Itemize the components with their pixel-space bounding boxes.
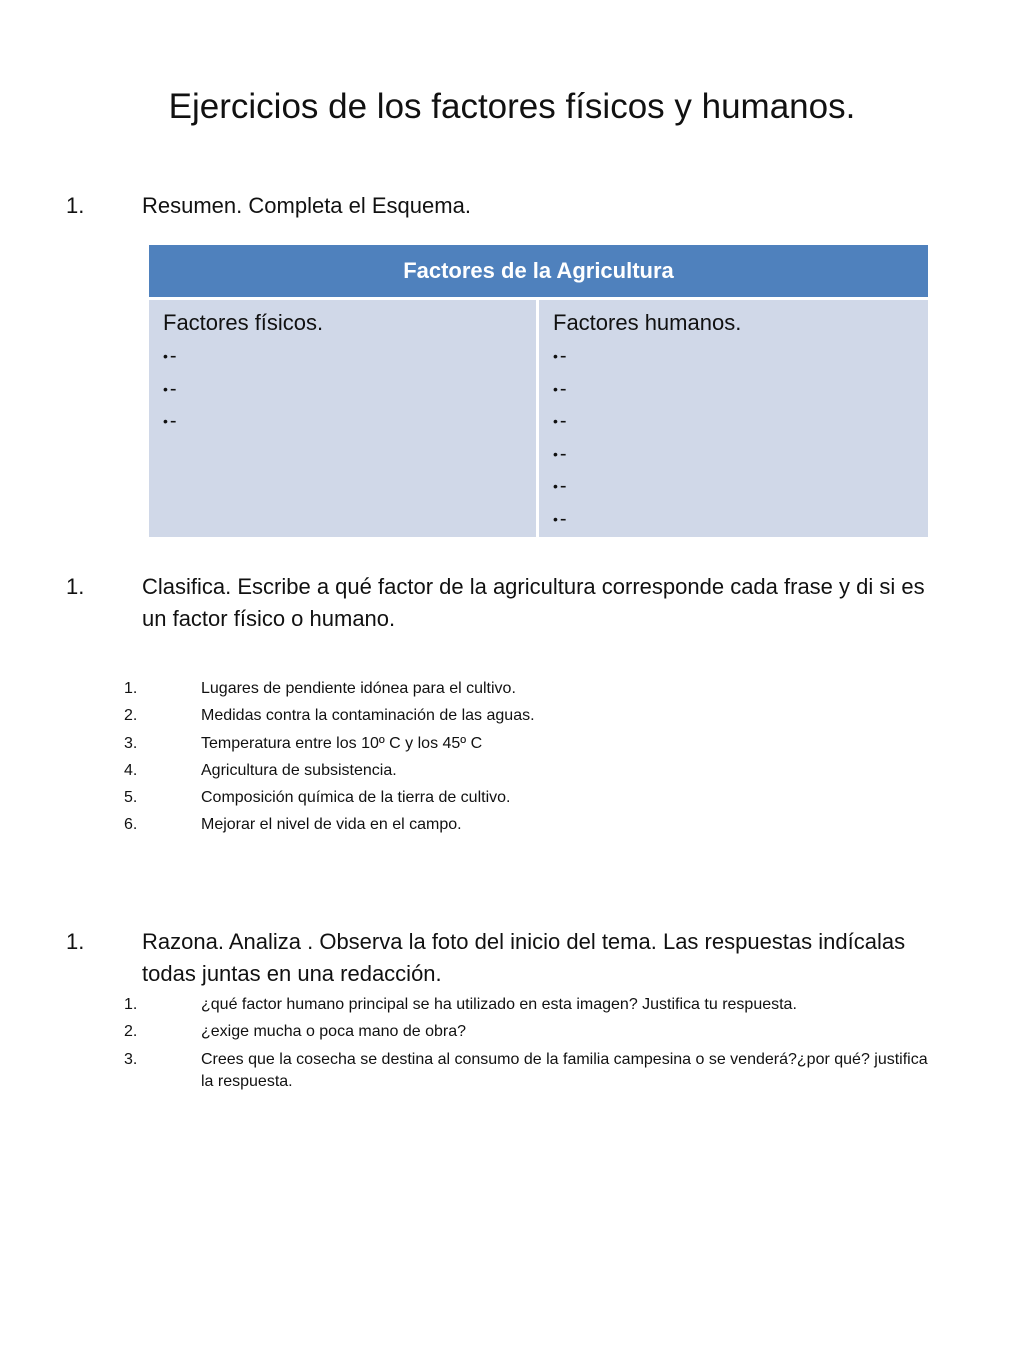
classify-list [124, 678, 944, 842]
list-item: • - [553, 503, 914, 536]
item-number: 3. [124, 734, 138, 752]
exercise-1 [66, 190, 946, 222]
agriculture-factors-table [149, 245, 928, 537]
item-text: Mejorar el nivel de vida en el campo. [201, 816, 462, 834]
table-header: Factores de la Agricultura [149, 245, 928, 300]
list-item [124, 994, 944, 1021]
reason-list [124, 994, 944, 1103]
list-item: • - [553, 405, 914, 438]
item-text: Agricultura de subsistencia. [201, 761, 397, 779]
list-item [124, 787, 944, 814]
exercise-3 [66, 926, 946, 996]
physical-factors-list [163, 340, 522, 438]
bullet-icon: • [553, 413, 558, 429]
item-number: 4. [124, 761, 138, 779]
human-factors-list [553, 340, 914, 535]
list-item: • - [553, 438, 914, 471]
bullet-icon: • [553, 348, 558, 364]
bullet-icon: • [553, 445, 558, 462]
list-item: • - [163, 405, 522, 438]
bullet-icon: • [163, 380, 168, 397]
item-number: 1. [124, 680, 138, 697]
physical-factors-title: Factores físicos. [163, 310, 324, 335]
exercise-text: Clasifica. Escribe a qué factor de la agricultura corresponde cada frase y di si es un factor físico o humano. [142, 574, 925, 631]
list-item: • - [163, 340, 522, 373]
item-text: Lugares de pendiente idónea para el cultivo. [201, 680, 516, 697]
list-item [124, 1049, 944, 1103]
list-item [124, 814, 944, 841]
item-text: Crees que la cosecha se destina al consumo de la familia campesina o se venderá?¿por qué? justifica la respuesta. [201, 1050, 928, 1090]
bullet-icon: • [553, 478, 558, 494]
item-text: ¿qué factor humano principal se ha utilizado en esta imagen? Justifica tu respuesta. [201, 996, 797, 1013]
item-text: Medidas contra la contaminación de las aguas. [201, 707, 535, 725]
item-number: 5. [124, 789, 138, 807]
list-item [124, 733, 944, 760]
item-text: ¿exige mucha o poca mano de obra? [201, 1023, 467, 1041]
list-item [124, 1021, 944, 1048]
exercise-number: 1. [66, 574, 85, 599]
physical-factors-cell [149, 300, 536, 537]
item-number: 1. [124, 996, 138, 1013]
exercise-text: Razona. Analiza . Observa la foto del inicio del tema. Las respuestas indícalas todas juntas en una redacción. [142, 929, 906, 986]
page-title: Ejercicios de los factores físicos y humanos. [168, 87, 856, 126]
item-number: 2. [124, 1023, 138, 1041]
list-item [124, 760, 944, 787]
bullet-icon: • [163, 413, 168, 429]
bullet-icon: • [163, 348, 168, 364]
list-item: • - [163, 373, 522, 406]
list-item: • - [553, 373, 914, 406]
item-number: 2. [124, 707, 138, 725]
list-item: • - [553, 470, 914, 503]
human-factors-title: Factores humanos. [553, 310, 742, 335]
list-item [124, 678, 944, 705]
bullet-icon: • [553, 510, 558, 527]
item-text: Temperatura entre los 10º C y los 45º C [201, 734, 483, 752]
item-number: 3. [124, 1050, 138, 1068]
exercise-text: Resumen. Completa el Esquema. [142, 193, 471, 218]
exercise-number: 1. [66, 193, 85, 218]
list-item [124, 705, 944, 732]
list-item: • - [553, 340, 914, 373]
exercise-number: 1. [66, 929, 85, 954]
item-text: Composición química de la tierra de cultivo. [201, 789, 511, 807]
human-factors-cell [539, 300, 928, 537]
bullet-icon: • [553, 380, 558, 397]
item-number: 6. [124, 816, 138, 834]
exercise-2 [66, 571, 946, 641]
